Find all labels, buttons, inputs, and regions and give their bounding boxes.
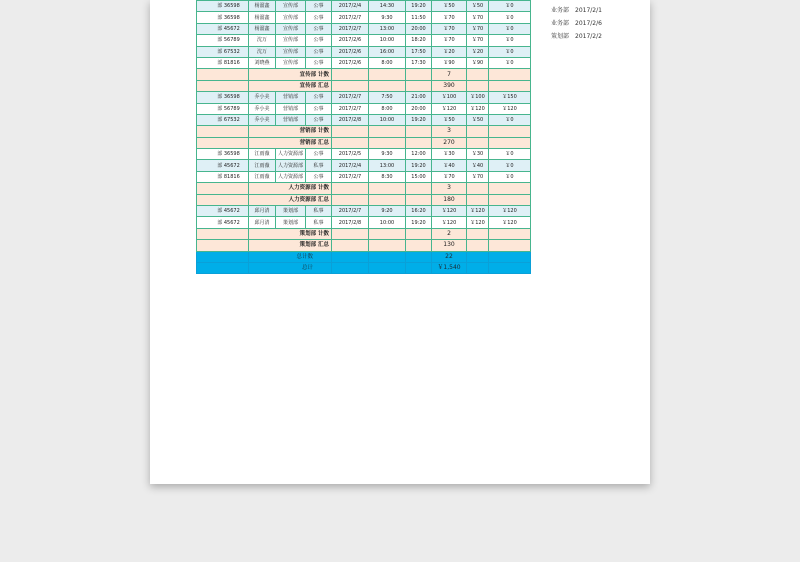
empty-cell[interactable] [406,194,432,205]
subtotal-label: 营销部 计数 [249,126,332,137]
side-list [551,4,602,43]
side-list-item [551,17,602,30]
empty-cell[interactable] [467,262,489,273]
empty-cell[interactable] [489,69,531,80]
side-date: 2017/2/2 [575,33,602,40]
table-cell[interactable]: ￥0 [489,160,531,171]
empty-cell[interactable] [489,194,531,205]
table-cell[interactable]: 公事 [306,23,332,34]
empty-cell[interactable] [369,262,406,273]
empty-cell[interactable] [369,194,406,205]
table-cell[interactable]: 江雨薇 [249,171,276,182]
table-row [197,171,531,182]
table-cell[interactable]: 19:20 [406,1,432,12]
table-row [197,57,531,68]
subtotal-label: 人力资源部 计数 [249,183,332,194]
table-cell[interactable]: 10:00 [369,217,406,228]
table-cell[interactable]: 19:20 [406,114,432,125]
subtotal-value[interactable]: 2 [432,228,467,239]
table-cell[interactable]: ￥0 [489,114,531,125]
table-cell[interactable]: 杨溜鑫 [249,23,276,34]
table-cell[interactable]: ￥40 [432,160,467,171]
table-cell[interactable]: 人力资源部 [276,160,306,171]
subtotal-label: 人力资源部 汇总 [249,194,332,205]
table-cell[interactable]: ￥0 [489,1,531,12]
table-cell[interactable]: ￥0 [489,171,531,182]
subtotal-row [197,69,531,80]
table-cell[interactable]: 部 36598 [197,149,249,160]
table-cell[interactable]: 2017/2/7 [332,12,369,23]
table-cell[interactable]: ￥30 [467,149,489,160]
table-row [197,114,531,125]
empty-cell[interactable] [489,240,531,251]
table-cell[interactable]: 2017/2/7 [332,171,369,182]
empty-cell[interactable] [467,228,489,239]
table-cell[interactable]: ￥120 [432,217,467,228]
empty-cell[interactable] [197,137,249,148]
table-cell[interactable]: 10:00 [369,35,406,46]
table-cell[interactable]: ￥70 [432,171,467,182]
empty-cell[interactable] [332,137,369,148]
subtotal-value[interactable]: 3 [432,183,467,194]
table-cell[interactable]: 人力资源部 [276,171,306,182]
empty-cell[interactable] [369,251,406,262]
side-dept: 业务部 [551,7,570,14]
subtotal-label: 营销部 汇总 [249,137,332,148]
table-cell[interactable]: 20:00 [406,103,432,114]
table-cell[interactable]: 2017/2/5 [332,149,369,160]
subtotal-row [197,137,531,148]
table-cell[interactable]: 策划部 [276,206,306,217]
table-cell[interactable]: 宣传部 [276,35,306,46]
empty-cell[interactable] [406,228,432,239]
table-cell[interactable]: 15:00 [406,171,432,182]
table-row [197,149,531,160]
table-cell[interactable]: ￥70 [467,23,489,34]
empty-cell[interactable] [369,69,406,80]
table-cell[interactable]: ￥30 [432,149,467,160]
table-cell[interactable]: 营销部 [276,92,306,103]
empty-cell[interactable] [467,137,489,148]
table-cell[interactable]: ￥70 [467,171,489,182]
empty-cell[interactable] [332,126,369,137]
table-cell[interactable]: 江雨薇 [249,160,276,171]
table-cell[interactable]: 公事 [306,57,332,68]
table-cell[interactable]: ￥70 [467,12,489,23]
table-cell[interactable]: 私事 [306,160,332,171]
table-cell[interactable]: 邱月清 [249,217,276,228]
table-cell[interactable]: 2017/2/7 [332,92,369,103]
table-cell[interactable]: ￥50 [432,1,467,12]
empty-cell[interactable] [467,80,489,91]
table-cell[interactable]: 部 56789 [197,103,249,114]
subtotal-value[interactable]: 130 [432,240,467,251]
table-cell[interactable]: 公事 [306,103,332,114]
table-cell[interactable]: 12:00 [406,149,432,160]
empty-cell[interactable] [467,126,489,137]
table-cell[interactable]: 2017/2/4 [332,160,369,171]
empty-cell[interactable] [467,183,489,194]
table-cell[interactable]: 宣传部 [276,12,306,23]
empty-cell[interactable] [197,194,249,205]
table-cell[interactable]: ￥0 [489,46,531,57]
table-cell[interactable]: ￥0 [489,12,531,23]
subtotal-value[interactable]: 22 [432,251,467,262]
subtotal-label: 宣传部 汇总 [249,80,332,91]
table-cell[interactable]: 2017/2/7 [332,23,369,34]
table-cell[interactable]: 沈万 [249,46,276,57]
table-cell[interactable]: 部 45672 [197,160,249,171]
table-cell[interactable]: ￥70 [467,35,489,46]
subtotal-value[interactable]: 390 [432,80,467,91]
table-cell[interactable]: ￥150 [489,92,531,103]
table-cell[interactable]: 公事 [306,114,332,125]
table-cell[interactable]: 19:20 [406,160,432,171]
subtotal-value[interactable]: 180 [432,194,467,205]
subtotal-value[interactable]: 270 [432,137,467,148]
table-cell[interactable]: 14:30 [369,1,406,12]
empty-cell[interactable] [369,137,406,148]
empty-cell[interactable] [467,240,489,251]
empty-cell[interactable] [406,251,432,262]
empty-cell[interactable] [406,126,432,137]
table-cell[interactable]: 17:50 [406,46,432,57]
table-row [197,35,531,46]
table-cell[interactable]: ￥50 [467,114,489,125]
table-cell[interactable]: 2017/2/7 [332,206,369,217]
subtotal-row [197,240,531,251]
table-cell[interactable]: 部 45672 [197,206,249,217]
table-cell[interactable]: ￥120 [432,206,467,217]
table-cell[interactable]: 私事 [306,206,332,217]
table-cell[interactable]: 人力资源部 [276,149,306,160]
table-cell[interactable]: 20:00 [406,23,432,34]
table-cell[interactable]: 宣传部 [276,1,306,12]
side-dept: 业务部 [551,20,570,27]
table-cell[interactable]: 公事 [306,46,332,57]
table-cell[interactable]: 杨溜鑫 [249,1,276,12]
table-cell[interactable]: 7:50 [369,92,406,103]
empty-cell[interactable] [489,137,531,148]
table-cell[interactable]: 乔小美 [249,103,276,114]
table-cell[interactable]: 营销部 [276,103,306,114]
empty-cell[interactable] [369,183,406,194]
subtotal-label: 总计 [249,262,332,273]
table-cell[interactable]: ￥0 [489,23,531,34]
table-cell[interactable]: ￥50 [467,1,489,12]
empty-cell[interactable] [197,183,249,194]
empty-cell[interactable] [197,69,249,80]
table-cell[interactable]: 10:00 [369,114,406,125]
table-cell[interactable]: 11:50 [406,12,432,23]
table-row [197,12,531,23]
table-cell[interactable]: 宣传部 [276,23,306,34]
table-cell[interactable]: 9:30 [369,149,406,160]
empty-cell[interactable] [489,80,531,91]
table-cell[interactable]: 9:30 [369,12,406,23]
table-row [197,92,531,103]
empty-cell[interactable] [197,251,249,262]
table-cell[interactable]: ￥120 [467,217,489,228]
subtotal-label: 策划部 汇总 [249,240,332,251]
empty-cell[interactable] [489,251,531,262]
table-cell[interactable]: 8:00 [369,103,406,114]
empty-cell[interactable] [467,194,489,205]
empty-cell[interactable] [197,262,249,273]
table-cell[interactable]: ￥90 [432,57,467,68]
table-cell[interactable]: 宣传部 [276,57,306,68]
empty-cell[interactable] [406,137,432,148]
sheet-body [197,1,531,274]
table-cell[interactable]: ￥120 [467,206,489,217]
side-list-item [551,4,602,17]
table-row [197,23,531,34]
table-cell[interactable]: 部 56789 [197,35,249,46]
table-cell[interactable]: 策划部 [276,217,306,228]
subtotal-value[interactable]: ￥1,540 [432,262,467,273]
empty-cell[interactable] [332,69,369,80]
table-cell[interactable]: 17:30 [406,57,432,68]
table-cell[interactable]: ￥120 [489,217,531,228]
table-cell[interactable]: 刘晓燕 [249,57,276,68]
table-cell[interactable]: 16:20 [406,206,432,217]
table-cell[interactable]: ￥0 [489,149,531,160]
table-cell[interactable]: 邱月清 [249,206,276,217]
subtotal-row [197,126,531,137]
table-row [197,1,531,12]
grand-total-row [197,251,531,262]
empty-cell[interactable] [369,228,406,239]
subtotal-row [197,194,531,205]
table-cell[interactable]: 16:00 [369,46,406,57]
table-cell[interactable]: ￥0 [489,57,531,68]
table-cell[interactable]: 部 67532 [197,46,249,57]
empty-cell[interactable] [332,80,369,91]
table-cell[interactable]: ￥120 [489,103,531,114]
table-cell[interactable]: 沈万 [249,35,276,46]
empty-cell[interactable] [332,194,369,205]
table-cell[interactable]: 公事 [306,171,332,182]
table-cell[interactable]: 公事 [306,92,332,103]
spreadsheet-table [196,0,531,274]
subtotal-label: 策划部 计数 [249,228,332,239]
empty-cell[interactable] [332,262,369,273]
empty-cell[interactable] [332,183,369,194]
table-cell[interactable]: 2017/2/7 [332,103,369,114]
table-cell[interactable]: 部 81816 [197,171,249,182]
table-cell[interactable]: 私事 [306,217,332,228]
table-cell[interactable]: ￥100 [432,92,467,103]
empty-cell[interactable] [197,240,249,251]
table-cell[interactable]: 2017/2/8 [332,217,369,228]
table-cell[interactable]: 9:20 [369,206,406,217]
table-cell[interactable]: ￥120 [489,206,531,217]
empty-cell[interactable] [489,183,531,194]
table-cell[interactable]: 2017/2/6 [332,35,369,46]
empty-cell[interactable] [406,69,432,80]
table-cell[interactable]: 8:30 [369,171,406,182]
table-cell[interactable]: ￥120 [432,103,467,114]
table-cell[interactable]: 江雨薇 [249,149,276,160]
table-cell[interactable]: ￥20 [467,46,489,57]
empty-cell[interactable] [467,251,489,262]
empty-cell[interactable] [332,240,369,251]
table-cell[interactable]: 营销部 [276,114,306,125]
table-cell[interactable]: ￥40 [467,160,489,171]
table-cell[interactable]: 部 67532 [197,114,249,125]
empty-cell[interactable] [197,228,249,239]
table-cell[interactable]: 2017/2/8 [332,114,369,125]
table-cell[interactable]: 2017/2/6 [332,57,369,68]
table-row [197,46,531,57]
subtotal-row [197,80,531,91]
table-cell[interactable]: 8:00 [369,57,406,68]
side-list-item [551,30,602,43]
table-cell[interactable]: ￥90 [467,57,489,68]
side-date: 2017/2/1 [575,7,602,14]
table-row [197,217,531,228]
table-cell[interactable]: 部 81816 [197,57,249,68]
table-cell[interactable]: ￥120 [467,103,489,114]
table-cell[interactable]: 宣传部 [276,46,306,57]
empty-cell[interactable] [406,262,432,273]
table-cell[interactable]: ￥0 [489,35,531,46]
empty-cell[interactable] [406,240,432,251]
table-cell[interactable]: ￥70 [432,35,467,46]
subtotal-row [197,228,531,239]
subtotal-value[interactable]: 7 [432,69,467,80]
table-cell[interactable]: ￥20 [432,46,467,57]
empty-cell[interactable] [332,228,369,239]
table-cell[interactable]: 部 36598 [197,12,249,23]
table-cell[interactable]: 公事 [306,35,332,46]
empty-cell[interactable] [489,262,531,273]
subtotal-label: 总计数 [249,251,332,262]
table-cell[interactable]: 部 45672 [197,23,249,34]
subtotal-row [197,183,531,194]
empty-cell[interactable] [406,80,432,91]
table-cell[interactable]: 部 36598 [197,92,249,103]
subtotal-value[interactable]: 3 [432,126,467,137]
table-cell[interactable]: ￥70 [432,23,467,34]
table-cell[interactable]: 2017/2/6 [332,46,369,57]
table-row [197,103,531,114]
table-cell[interactable]: 公事 [306,149,332,160]
table-cell[interactable]: 部 45672 [197,217,249,228]
empty-cell[interactable] [489,126,531,137]
empty-cell[interactable] [369,80,406,91]
side-dept: 策划部 [551,33,570,40]
table-cell[interactable]: 2017/2/4 [332,1,369,12]
empty-cell[interactable] [467,69,489,80]
table-row [197,206,531,217]
empty-cell[interactable] [489,228,531,239]
table-cell[interactable]: 18:20 [406,35,432,46]
table-cell[interactable]: ￥70 [432,12,467,23]
table-cell[interactable]: 19:20 [406,217,432,228]
table-cell[interactable]: 13:00 [369,160,406,171]
table-cell[interactable]: 乔小美 [249,92,276,103]
empty-cell[interactable] [369,240,406,251]
empty-cell[interactable] [406,183,432,194]
empty-cell[interactable] [369,126,406,137]
table-cell[interactable]: 公事 [306,12,332,23]
subtotal-label: 宣传部 计数 [249,69,332,80]
grand-total-row [197,262,531,273]
table-cell[interactable]: ￥50 [432,114,467,125]
table-cell[interactable]: 13:00 [369,23,406,34]
table-cell[interactable]: 部 36598 [197,1,249,12]
table-cell[interactable]: ￥100 [467,92,489,103]
side-date: 2017/2/6 [575,20,602,27]
empty-cell[interactable] [197,80,249,91]
table-cell[interactable]: 21:00 [406,92,432,103]
table-cell[interactable]: 乔小美 [249,114,276,125]
table-row [197,160,531,171]
empty-cell[interactable] [197,126,249,137]
table-cell[interactable]: 公事 [306,1,332,12]
empty-cell[interactable] [332,251,369,262]
table-cell[interactable]: 杨溜鑫 [249,12,276,23]
